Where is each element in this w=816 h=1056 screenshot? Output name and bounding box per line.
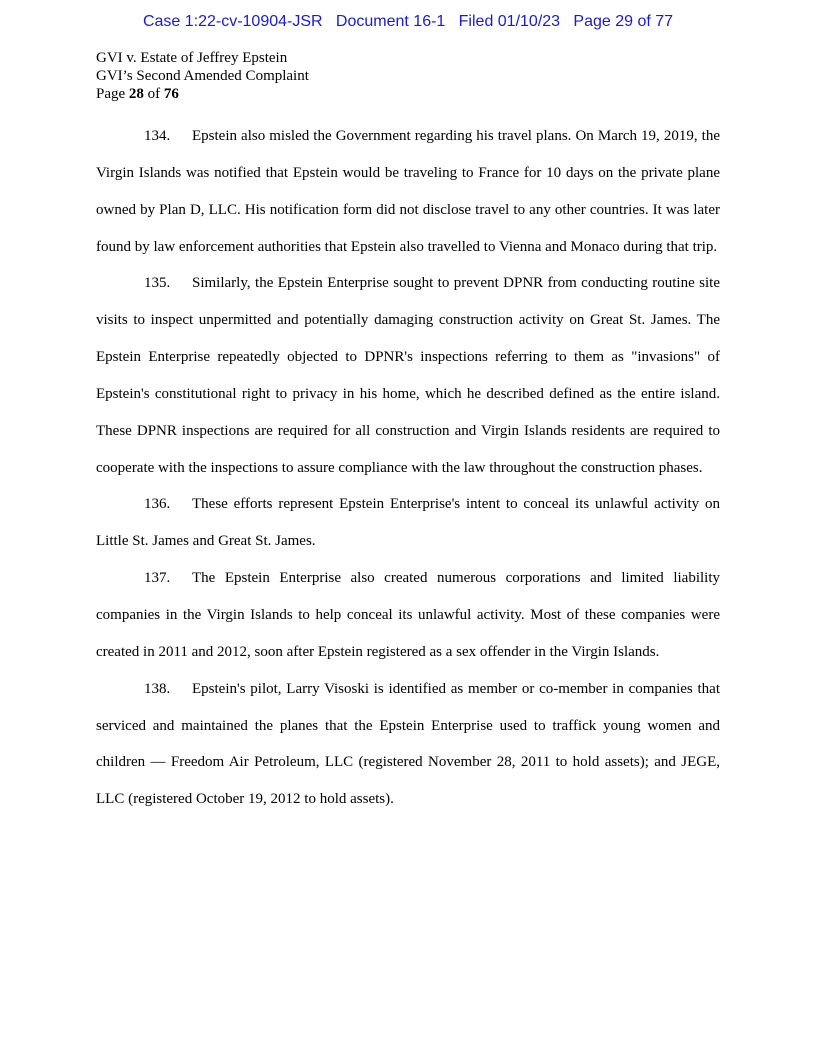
ecf-case-number: Case 1:22-cv-10904-JSR <box>142 13 323 30</box>
ecf-filed-date: Filed 01/10/23 <box>458 13 561 30</box>
ecf-page-number: Page 29 of 77 <box>573 13 674 30</box>
ecf-filing-header <box>0 13 816 31</box>
paragraph-number: 135. <box>144 275 171 292</box>
paragraph-text: Similarly, the Epstein Enterprise sought to prevent DPNR from conducting routine site visits to inspect unpermitted and potentially damaging construction activity on Great St. James. The Epstein Enterprise repeatedly objected to DPNR's inspections referring to them as "invasions" of Epstein's constitutional right to privacy in his home, which he described defined as the entire island. These DPNR inspections are required for all construction and Virgin Islands residents are required to cooperate with the inspections to assure compliance with the law throughout the construction phases. <box>96 275 720 476</box>
paragraph-text: Epstein also misled the Government regarding his travel plans. On March 19, 2019, the Virgin Islands was notified that Epstein would be traveling to France for 10 days on the private plane owned by Plan D, LLC. His notification form did not disclose travel to any other countries. It was later found by law enforcement authorities that Epstein also travelled to Vienna and Monaco during that trip. <box>96 128 720 255</box>
caption-page-number: Page 28 of 76 <box>96 86 179 102</box>
paragraph-number: 138. <box>144 680 171 697</box>
ecf-document-number: Document 16-1 <box>335 13 446 30</box>
paragraph-136 <box>96 486 720 560</box>
paragraph-text: Epstein's pilot, Larry Visoski is identified as member or co-member in companies that serviced and maintained the planes that the Epstein Enterprise used to traffick young women and children — Freedom Air Petroleum, LLC (registered November 28, 2011 to hold assets); and JEGE, LLC (registered October 19, 2012 to hold assets). <box>96 680 720 808</box>
paragraph-135 <box>96 265 720 486</box>
paragraph-text: These efforts represent Epstein Enterprise's intent to conceal its unlawful activity on Little St. James and Great St. James. <box>96 496 720 550</box>
paragraph-138 <box>96 671 720 818</box>
caption-case-title: GVI v. Estate of Jeffrey Epstein <box>96 50 288 66</box>
paragraph-number: 137. <box>144 570 171 587</box>
caption-document-title: GVI’s Second Amended Complaint <box>96 68 309 84</box>
paragraph-number: 136. <box>144 496 171 513</box>
document-caption <box>96 49 309 103</box>
paragraph-134 <box>96 118 720 265</box>
paragraph-number: 134. <box>144 128 171 144</box>
complaint-body <box>96 118 720 818</box>
paragraph-137 <box>96 560 720 671</box>
paragraph-text: The Epstein Enterprise also created numerous corporations and limited liability companies in the Virgin Islands to help conceal its unlawful activity. Most of these companies were created in 2011 and 2012, soon after Epstein registered as a sex offender in the Virgin Islands. <box>96 570 720 660</box>
